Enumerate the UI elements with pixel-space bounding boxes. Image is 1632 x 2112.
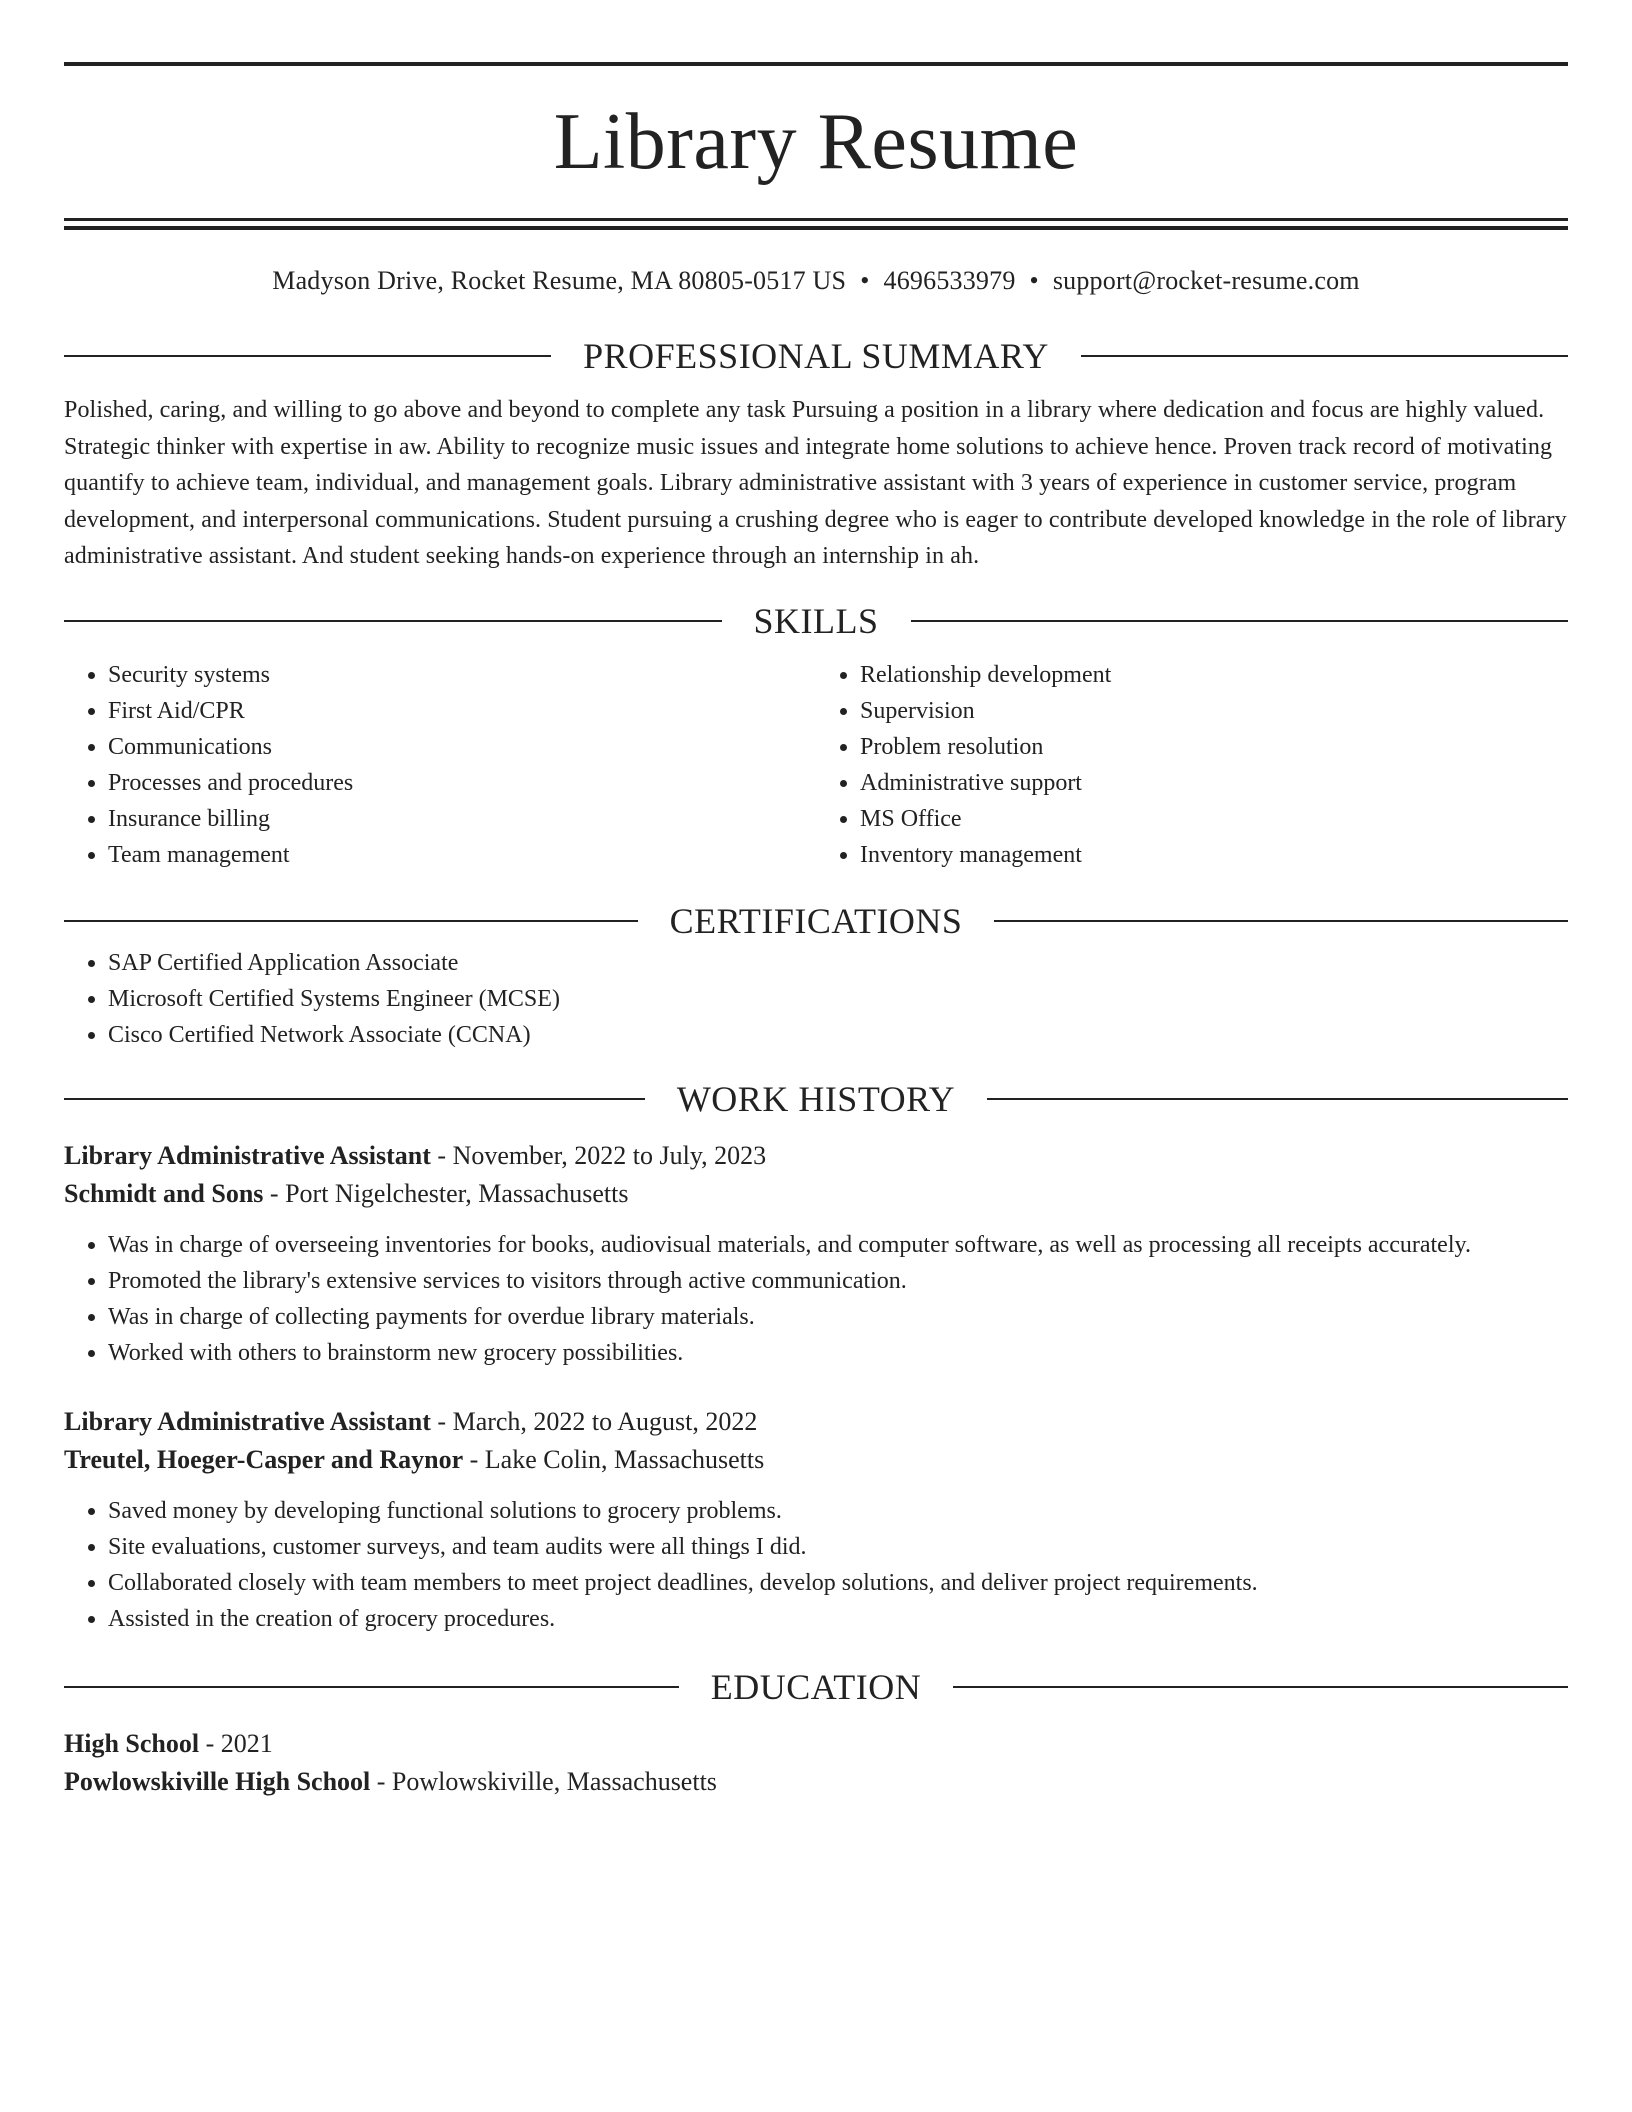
job-role-line [64,1403,1568,1441]
skill-item: • Relationship development [860,657,1568,693]
skill-item: • MS Office [860,801,1568,837]
education-location: - Powlowskiville, Massachusetts [370,1766,717,1796]
job-location: - Lake Colin, Massachusetts [463,1444,765,1474]
skills-column-left [64,657,816,873]
education-title: EDUCATION [710,1666,922,1707]
skill-item: • Supervision [860,693,1568,729]
heading-rule-right [953,1686,1568,1688]
education-school-line [64,1763,1568,1801]
job-bullets [64,1493,1568,1637]
certifications-heading [64,897,1568,945]
education-year: - 2021 [199,1728,273,1758]
job-bullet: • Was in charge of collecting payments for overdue library materials. [108,1299,1568,1335]
job-company-line [64,1175,1568,1213]
skill-item: • Team management [108,837,816,873]
skill-item: • Inventory management [860,837,1568,873]
job-bullet: • Saved money by developing functional solutions to grocery problems. [108,1493,1568,1529]
job-role: Library Administrative Assistant [64,1140,431,1170]
heading-rule-right [911,620,1569,622]
job-dates: - November, 2022 to July, 2023 [430,1140,767,1170]
contact-phone: 4696533979 [883,266,1016,295]
summary-text: Polished, caring, and willing to go above and beyond to complete any task Pursuing a position in a library where dedication and focus are highly valued. Strategic thinker with expertise in aw. Ability to recognize music issues and integrate home solutions to achieve hence. Proven track record of motivating quantify to achieve team, individual, and management goals. Library administrative assistant with 3 years of experience in customer service, program development, and interpersonal communications. Student pursuing a crushing degree who is eager to contribute developed knowledge in the role of library administrative assistant. And student seeking hands-on experience through an internship in ah. [64,397,1567,569]
skill-item: • Processes and procedures [108,765,816,801]
skills-column-right [816,657,1568,873]
work-history-heading [64,1075,1568,1123]
resume-title: Library Resume [553,98,1079,186]
skill-item: • First Aid/CPR [108,693,816,729]
job-bullet: • Collaborated closely with team members to meet project deadlines, develop solutions, and deliver project requirements. [108,1565,1568,1601]
heading-rule-right [994,920,1568,922]
job-location: - Port Nigelchester, Massachusetts [263,1178,629,1208]
education-degree: High School [64,1728,200,1758]
certification-item: • Cisco Certified Network Associate (CCNA) [108,1017,1568,1053]
skills-list [64,657,1568,873]
job-company: Treutel, Hoeger-Casper and Raynor [64,1444,464,1474]
skill-item: • Security systems [108,657,816,693]
skill-item: • Insurance billing [108,801,816,837]
summary-title: PROFESSIONAL SUMMARY [583,336,1049,376]
title-double-rule [64,218,1568,230]
contact-separator: • [860,266,870,295]
job-company-line [64,1441,1568,1479]
job-company: Schmidt and Sons [64,1178,264,1208]
job-bullet: • Assisted in the creation of grocery procedures. [108,1601,1568,1637]
heading-rule-left [64,620,722,622]
skills-title: SKILLS [753,600,879,641]
contact-address: Madyson Drive, Rocket Resume, MA 80805-0517 US [272,266,847,295]
certifications-title: CERTIFICATIONS [669,900,963,941]
job-bullet: • Was in charge of overseeing inventories for books, audiovisual materials, and computer software, as well as processing all receipts accurately. [108,1227,1568,1263]
contact-separator: • [1029,266,1039,295]
certifications-list [64,945,1568,1053]
summary-heading [64,332,1568,380]
job-role-line [64,1137,1568,1175]
contact-line [64,264,1568,298]
job-bullet: • Promoted the library's extensive services to visitors through active communication. [108,1263,1568,1299]
heading-rule-left [64,355,551,357]
top-rule [64,62,1568,66]
skill-item: • Administrative support [860,765,1568,801]
job-bullet: • Worked with others to brainstorm new grocery possibilities. [108,1335,1568,1371]
heading-rule-left [64,920,638,922]
certification-item: • SAP Certified Application Associate [108,945,1568,981]
heading-rule-left [64,1686,679,1688]
certification-item: • Microsoft Certified Systems Engineer (MCSE) [108,981,1568,1017]
skill-item: • Problem resolution [860,729,1568,765]
education-school: Powlowskiville High School [64,1766,371,1796]
job-entry [64,1403,1568,1637]
job-bullets [64,1227,1568,1371]
heading-rule-left [64,1098,645,1100]
work-history-title: WORK HISTORY [676,1078,956,1119]
job-role: Library Administrative Assistant [64,1406,431,1436]
job-bullet: • Site evaluations, customer surveys, and team audits were all things I did. [108,1529,1568,1565]
education-degree-line [64,1725,1568,1763]
heading-rule-right [1081,355,1568,357]
heading-rule-right [987,1098,1568,1100]
skills-heading [64,597,1568,645]
contact-email: support@rocket-resume.com [1052,266,1360,295]
job-dates: - March, 2022 to August, 2022 [430,1406,758,1436]
skill-item: • Communications [108,729,816,765]
education-heading [64,1663,1568,1711]
education-entry [64,1725,1568,1801]
job-entry [64,1137,1568,1371]
